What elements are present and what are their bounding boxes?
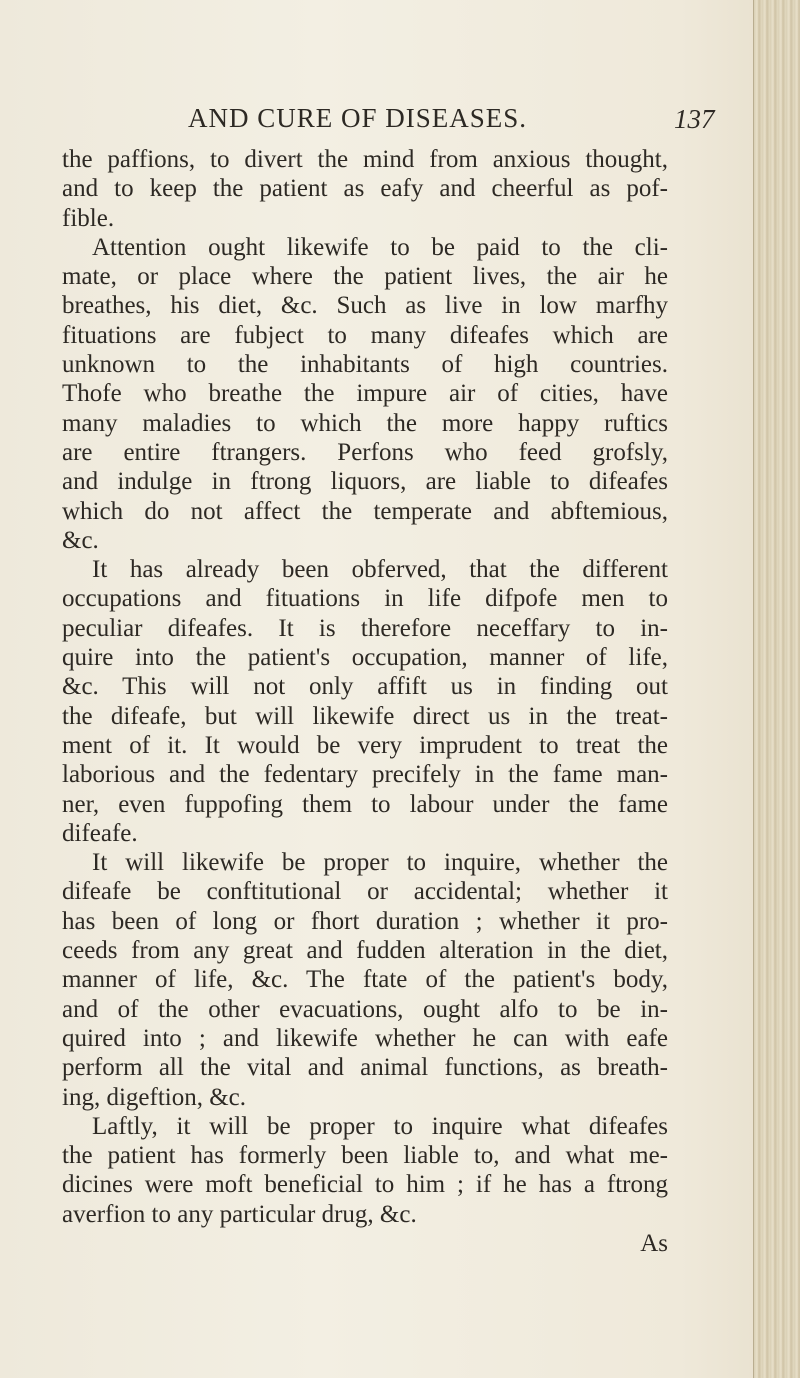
text-line: averfion to any particular drug, &c. <box>62 1200 417 1228</box>
page-header <box>0 103 760 143</box>
text-line: difeafe be conftitutional or accidental; whether it <box>62 878 668 906</box>
text-line: the patient has formerly been liable to, and what me- <box>62 1142 668 1170</box>
body-text <box>62 145 668 1258</box>
text-line: and of the other evacuations, ought alfo to be in- <box>62 995 668 1023</box>
text-line: the difeafe, but will likewife direct us in the treat- <box>62 702 668 730</box>
text-line: ing, digeftion, &c. <box>62 1083 246 1111</box>
text-line: &c. This will not only affift us in finding out <box>62 673 668 701</box>
catchword: As <box>640 1229 668 1257</box>
text-line: peculiar difeafes. It is therefore neceffary to in- <box>62 614 668 642</box>
text-line: dicines were moft beneficial to him ; if he has a ftrong <box>62 1171 668 1199</box>
running-title: AND CURE OF DISEASES. <box>188 103 528 133</box>
text-line: It has already been obferved, that the different <box>92 556 668 584</box>
text-line: fituations are fubject to many difeafes which are <box>62 321 668 349</box>
text-line: fible. <box>62 204 115 232</box>
text-line: quired into ; and likewife whether he can with eafe <box>62 1024 668 1052</box>
text-line: occupations and fituations in life difpofe men to <box>62 585 668 613</box>
text-line: &c. <box>62 526 99 554</box>
text-line: mate, or place where the patient lives, the air he <box>62 263 668 291</box>
text-line: Attention ought likewife to be paid to the cli- <box>92 233 668 261</box>
text-line: laborious and the fedentary precifely in the fame man- <box>62 761 668 789</box>
page-number: 137 <box>674 104 715 134</box>
text-line: which do not affect the temperate and abftemious, <box>62 497 668 525</box>
book-binding-edge <box>753 0 800 1378</box>
text-line: It will likewife be proper to inquire, whether the <box>92 849 668 877</box>
text-line: difeafe. <box>62 819 138 847</box>
text-line: breathes, his diet, &c. Such as live in low marfhy <box>62 292 668 320</box>
text-line: has been of long or fhort duration ; whether it pro- <box>62 907 668 935</box>
text-line: and to keep the patient as eafy and cheerful as pof- <box>62 175 668 203</box>
text-line: perform all the vital and animal functions, as breath- <box>62 1054 668 1082</box>
text-line: unknown to the inhabitants of high countries. <box>62 351 668 379</box>
text-line: ceeds from any great and fudden alteration in the diet, <box>62 937 668 965</box>
text-line: Laftly, it will be proper to inquire what difeafes <box>92 1112 668 1140</box>
text-line: the paffions, to divert the mind from anxious thought, <box>62 146 668 173</box>
text-line: Thofe who breathe the impure air of cities, have <box>62 380 668 408</box>
text-line: manner of life, &c. The ftate of the patient's body, <box>62 966 668 994</box>
text-line: ner, even fuppofing them to labour under the fame <box>62 790 668 818</box>
text-line: are entire ftrangers. Perfons who feed grofsly, <box>62 438 668 466</box>
text-line: many maladies to which the more happy ruftics <box>62 409 668 437</box>
text-line: quire into the patient's occupation, manner of life, <box>62 644 668 672</box>
text-line: and indulge in ftrong liquors, are liable to difeafes <box>62 468 668 496</box>
text-line: ment of it. It would be very imprudent to treat the <box>62 731 668 759</box>
